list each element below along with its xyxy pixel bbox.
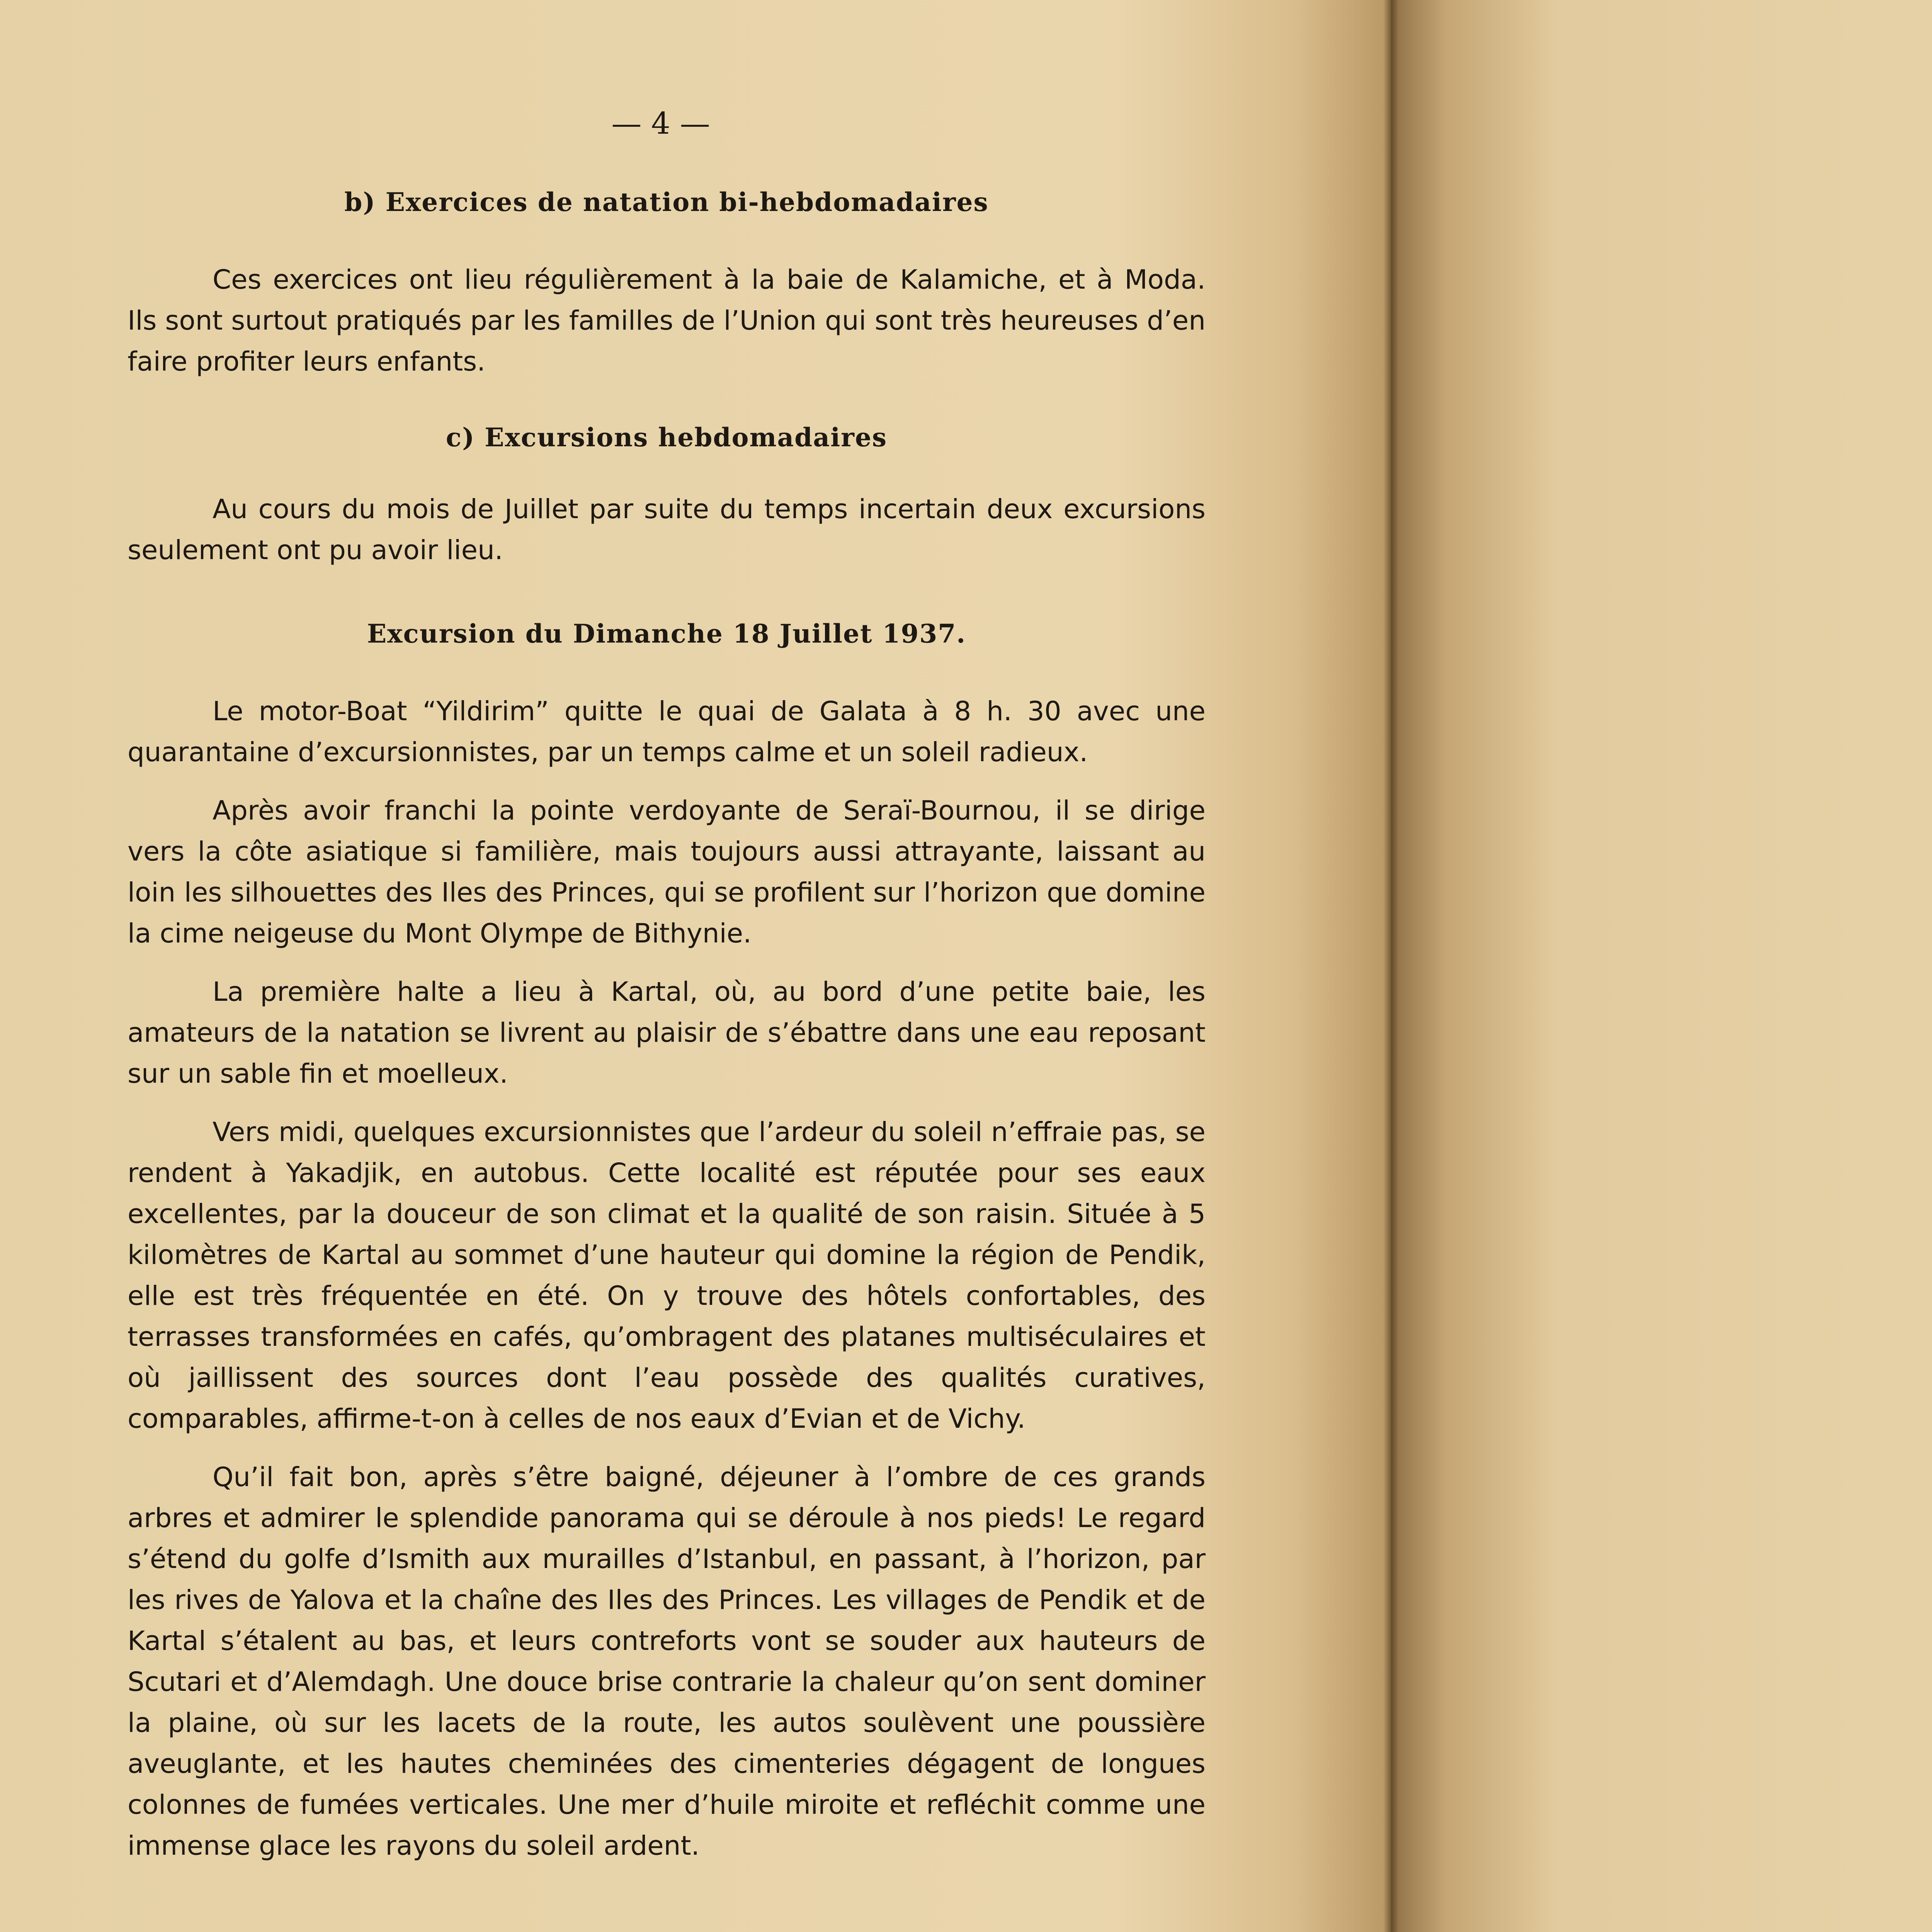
book-gutter: [1383, 0, 1399, 1932]
excursion-heading: Excursion du Dimanche 18 Juillet 1937.: [367, 619, 966, 649]
right-page: [1391, 0, 1932, 1932]
section-heading-c: c) Excursions hebdomadaires: [446, 422, 888, 452]
paragraph: La première halte a lieu à Kartal, où, au bord d’une petite baie, les amateurs de la natation se livrent au plaisir de s’ébattre dans une eau reposant sur un sable fin et moelleux.: [128, 976, 1206, 1089]
paragraph: Vers midi, quelques excursionnistes que l’ardeur du soleil n’effraie pas, se rendent à Yakadjik, en autobus. Cette localité est réputée pour ses eaux excellentes, par la douceur de son climat et la qualité de son raisin. Située à 5 kilomètres de Kartal au sommet d’une hauteur qui domine la région de Pendik, elle est très fréquentée en été. On y trouve des hôtels confortables, des terrasses transformées en cafés, qu’ombragent des platanes multiséculaires et où jaillissent des sources dont l’eau possède des qualités curatives, comparables, affirme-t-on à celles de nos eaux d’Evian et de Vichy.: [128, 1117, 1206, 1434]
paragraph: Le motor-Boat “Yildirim” quitte le quai de Galata à 8 h. 30 avec une quarantaine d’excursionnistes, par un temps calme et un soleil radieux.: [128, 696, 1206, 768]
paragraph: Qu’il fait bon, après s’être baigné, déjeuner à l’ombre de ces grands arbres et admirer le splendide panorama qui se déroule à nos pieds! Le regard s’étend du golfe d’Ismith aux murailles d’Istanbul, en passant, à l’horizon, par les rives de Yalova et la chaîne des Iles des Princes. Les villages de Pendik et de Kartal s’étalent au bas, et leurs contreforts vont se souder aux hauteurs de Scutari et d’Alemdagh. Une douce brise contrarie la chaleur qu’on sent dominer la plaine, où sur les lacets de la route, les autos soulèvent une poussière aveuglante, et les hautes cheminées des cimenteries dégagent de longues colonnes de fumées verticales. Une mer d’huile miroite et refléchit comme une immense glace les rayons du soleil ardent.: [128, 1462, 1206, 1861]
left-page-text: [128, 182, 1206, 1866]
page-number: — 4 —: [611, 106, 710, 141]
section-heading-b: b) Exercices de natation bi-hebdomadaires: [344, 187, 989, 217]
paragraph: Ces exercices ont lieu régulièrement à la baie de Kalamiche, et à Moda. Ils sont surtout pratiqués par les familles de l’Union qui sont très heureuses d’en faire profiter leurs enfants.: [128, 264, 1206, 377]
paragraph: Après avoir franchi la pointe verdoyante de Seraï-Bournou, il se dirige vers la côte asiatique si familière, mais toujours aussi attrayante, laissant au loin les silhouettes des Iles des Princes, qui se profilent sur l’horizon que domine la cime neigeuse du Mont Olympe de Bithynie.: [128, 795, 1206, 949]
paragraph: Au cours du mois de Juillet par suite du temps incertain deux excursions seulement ont pu avoir lieu.: [128, 494, 1206, 566]
